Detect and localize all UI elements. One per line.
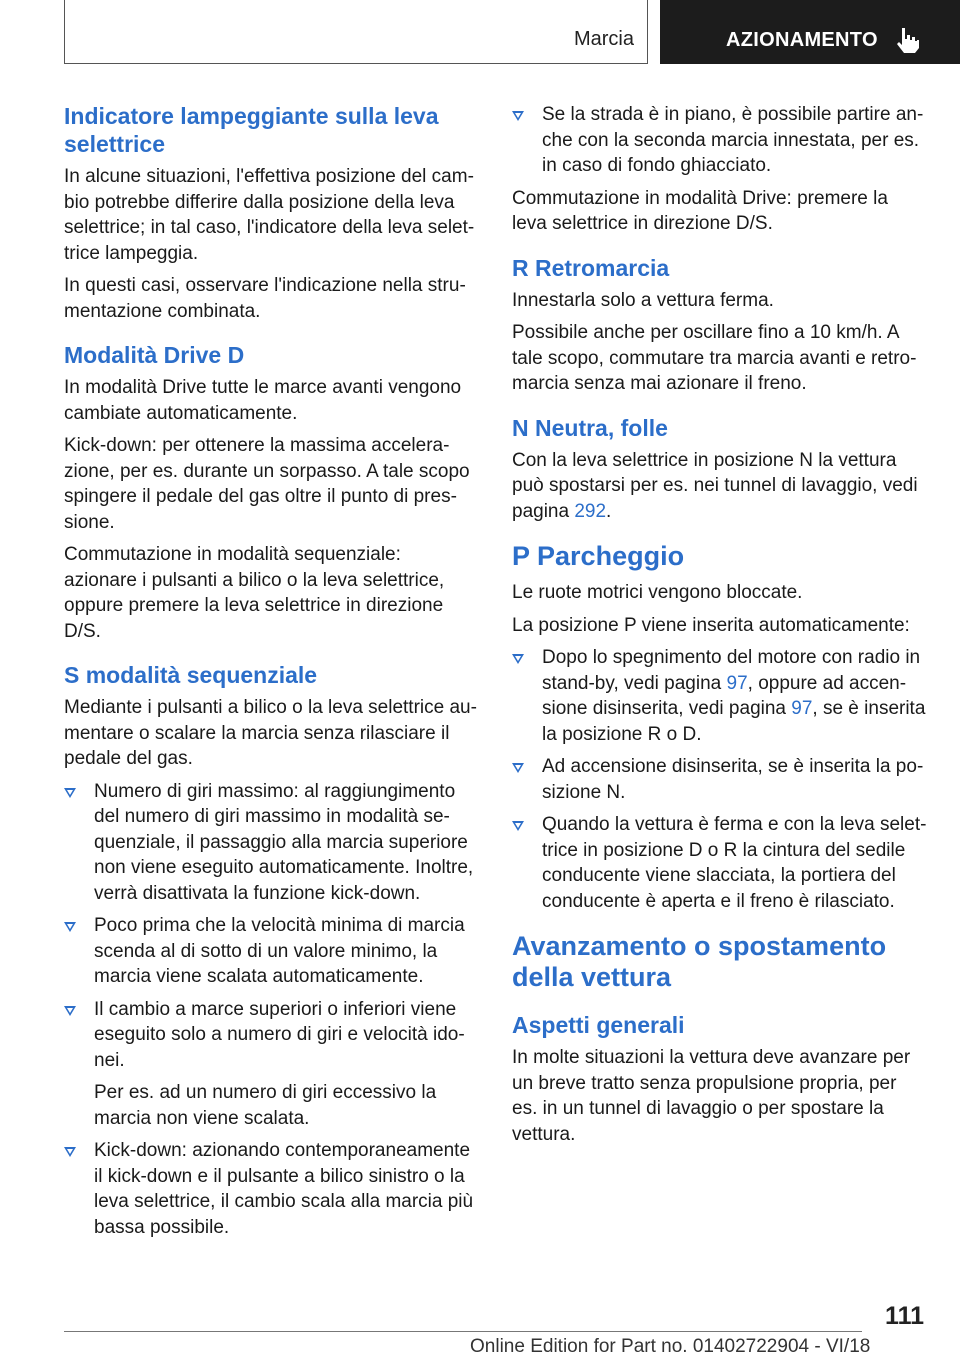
- list-item-subparagraph: Per es. ad un numero di giri eccessivo la marcia non viene scalata.: [94, 1082, 437, 1129]
- triangle-bullet-icon: [64, 788, 76, 798]
- paragraph: Commutazione in modalità Drive: premere la leva selettrice in direzione D/S.: [512, 187, 888, 234]
- triangle-bullet-icon: [512, 111, 524, 121]
- triangle-bullet-icon: [64, 1006, 76, 1016]
- header-section-title: Marcia: [573, 28, 634, 50]
- list-item: [64, 779, 479, 907]
- header-section-box: [64, 0, 648, 64]
- header-chapter-tab[interactable]: [660, 0, 960, 64]
- page-link[interactable]: 292: [574, 500, 607, 522]
- list-item: [512, 102, 927, 179]
- page-link[interactable]: 97: [791, 698, 813, 719]
- list-item: [64, 913, 479, 990]
- paragraph: La posizione P viene inserita automaticamente:: [512, 614, 910, 636]
- heading-general: Aspetti generali: [512, 1012, 685, 1038]
- paragraph: Kick-down: per ottenere la massima accelerazione, per es. durante un sorpasso. A tale scopo spingere il pedale del gas oltre il punto di pressione.: [64, 435, 470, 533]
- paragraph: Con la leva selettrice in posizione N la vettura può spostarsi per es. nei tunnel di lavaggio, vedi pagina 292.: [512, 449, 918, 522]
- heading-reverse: R Retromarcia: [512, 254, 670, 281]
- triangle-bullet-icon: [512, 654, 524, 664]
- list-item: [64, 997, 479, 1074]
- footer-divider: [64, 1331, 862, 1332]
- list-item: Dopo lo spegnimento del motore con radio in stand-by, vedi pagina 97, oppure ad accensione disinserita, vedi pagina 97, se è inserita la posizione R o D.: [512, 645, 927, 747]
- triangle-bullet-icon: [512, 763, 524, 773]
- list-item-text: Kick-down: azionando contemporaneamente il kick-down e il pulsante a bilico sinistro o la leva selettrice, il cambio scala alla marcia più bassa possibile.: [94, 1140, 474, 1238]
- paragraph: Innestarla solo a vettura ferma.: [512, 289, 774, 311]
- heading-sequential: S modalità sequenziale: [64, 662, 318, 688]
- page-link[interactable]: 97: [726, 672, 748, 694]
- hand-pointer-icon: [894, 26, 920, 54]
- list-item-text: Il cambio a marce superiori o inferiori viene eseguito solo a numero di giri e velocità idonei.: [94, 998, 465, 1071]
- list-item-text: Quando la vettura è ferma e con la leva selettrice in posizione D o R la cintura del sedile conducente viene slacciata, la portiera del conducente è aperta e il freno è rilasciato.: [542, 814, 927, 912]
- paragraph: In modalità Drive tutte le marce avanti vengono cambiate automaticamente.: [64, 377, 462, 424]
- paragraph: Commutazione in modalità sequenziale: azionare i pulsanti a bilico o la leva selettrice, oppure premere la leva selettrice in direzione D/S.: [64, 544, 445, 642]
- right-column: [512, 102, 927, 1154]
- list-item: [512, 754, 927, 805]
- paragraph: Mediante i pulsanti a bilico o la leva selettrice aumentare o scalare la marcia senza rilasciare il pedale del gas.: [64, 697, 477, 769]
- heading-indicator: Indicatore lampeggiante sulla leva selettrice: [64, 103, 439, 157]
- heading-park: P Parcheggio: [512, 541, 685, 571]
- paragraph: In molte situazioni la vettura deve avanzare per un breve tratto senza propulsione propria, per es. in un tunnel di lavaggio o per spostare la vettura.: [512, 1047, 911, 1145]
- list-item: [64, 1138, 479, 1240]
- triangle-bullet-icon: [512, 821, 524, 831]
- paragraph: Possibile anche per oscillare fino a 10 km/h. A tale scopo, commutare tra marcia avanti e retromarcia senza mai azionare il freno.: [512, 322, 917, 394]
- list-item-text: Numero di giri massimo: al raggiungimento del numero di giri massimo in modalità sequenziale, il passaggio alla marcia superiore non viene eseguito automaticamente. Inoltre, verrà disattivata la funzione kick-down.: [94, 780, 474, 904]
- heading-neutral: N Neutra, folle: [512, 414, 668, 441]
- triangle-bullet-icon: [64, 1147, 76, 1157]
- list-item-text: Se la strada è in piano, è possibile partire anche con la seconda marcia innestata, per es. in caso di fondo ghiacciato.: [542, 104, 924, 176]
- triangle-bullet-icon: [64, 922, 76, 932]
- chapter-tab-label: AZIONAMENTO: [726, 29, 878, 51]
- paragraph: In questi casi, osservare l'indicazione nella strumentazione combinata.: [64, 275, 466, 322]
- heading-moving: Avanzamento o spostamento della vettura: [512, 931, 887, 992]
- heading-drive: Modalità Drive D: [64, 342, 245, 368]
- list-item-text: Ad accensione disinserita, se è inserita la posizione N.: [542, 756, 924, 803]
- list-item: [512, 812, 927, 914]
- footer-edition: Online Edition for Part no. 01402722904 - VI/18: [470, 1336, 871, 1357]
- left-column: [64, 102, 479, 1247]
- paragraph: Le ruote motrici vengono bloccate.: [512, 582, 803, 603]
- list-item-text: Poco prima che la velocità minima di marcia scenda al di sotto di un valore minimo, la marcia viene scalata automaticamente.: [94, 915, 465, 987]
- page-number: 111: [885, 1302, 924, 1330]
- paragraph: In alcune situazioni, l'effettiva posizione del cambio potrebbe differire dalla posizione della leva selettrice; in tal caso, l'indicatore della leva selettrice lampeggia.: [64, 166, 475, 264]
